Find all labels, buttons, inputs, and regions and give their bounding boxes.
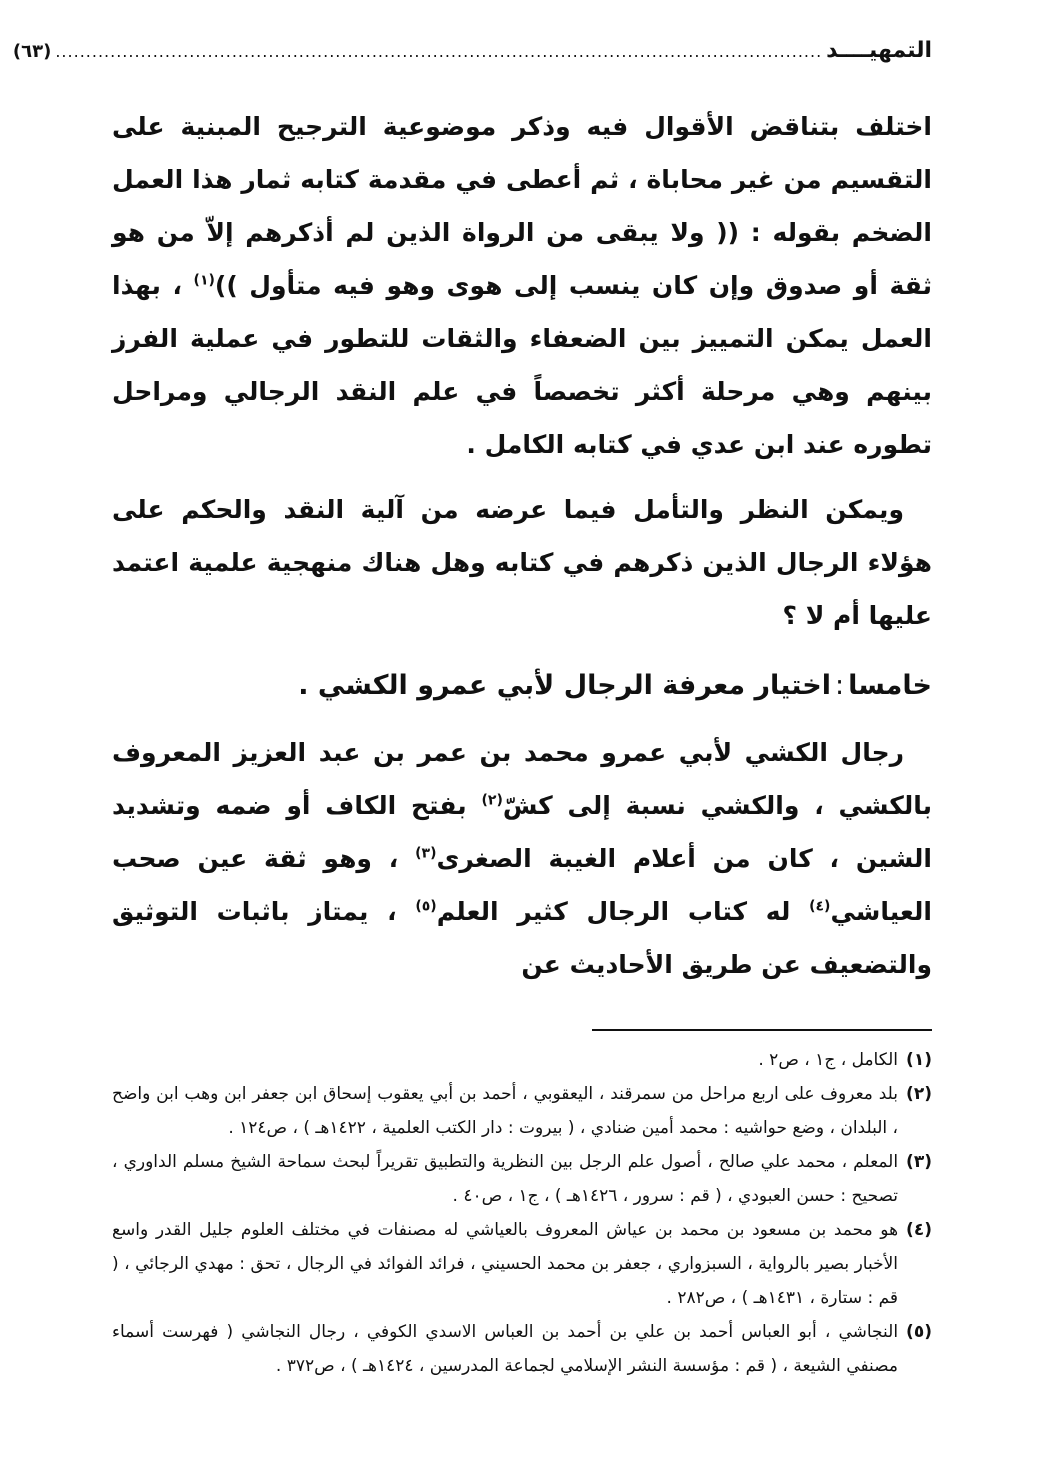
section-heading-text: اختيار معرفة الرجال لأبي عمرو الكشي .	[298, 670, 831, 701]
running-title: التمهيــــد	[826, 38, 932, 63]
footnote-number: (٣)	[906, 1152, 932, 1172]
footnote-5	[112, 1315, 932, 1383]
footnote-text: بلد معروف على اربع مراحل من سمرقند ، اليعقوبي ، أحمد بن أبي يعقوب إسحاق ابن جعفر ابن وهب ابن واضح ، البلدان ، وضع حواشيه : محمد أمين ضنادي ، ( بيروت : دار الكتب العلمية ، ١٤٢٢هـ ) ، ص١٢٤ .	[112, 1084, 899, 1138]
running-header	[12, 38, 932, 78]
body-text	[112, 100, 932, 991]
paragraph-3-part-1: رجال الكشي لأبي عمرو محمد بن عمر بن عبد العزيز المعروف بالكشي ، والكشي نسبة إلى كشّ	[112, 738, 932, 820]
footnote-separator	[592, 1029, 932, 1031]
footnotes-list	[112, 1043, 932, 1383]
footnote-text: النجاشي ، أبو العباس أحمد بن علي بن أحمد بن العباس الاسدي الكوفي ، رجال النجاشي ( فهرست أسماء مصنفي الشيعة ، ( قم : مؤسسة النشر الإسلامي لجماعة المدرسين ، ١٤٢٤هـ ) ، ص٣٧٢ .	[112, 1322, 899, 1376]
paragraph-2: ويمكن النظر والتأمل فيما عرضه من آلية النقد والحكم على هؤلاء الرجال الذين ذكرهم في كتابه وهل هناك منهجية علمية اعتمد عليها أم لا ؟	[112, 495, 932, 630]
paragraph-1-continuation: ، بهذا العمل يمكن التمييز بين الضعفاء والثقات للتطور في عملية الفرز بينهم وهي مرحلة أكثر تخصصاً في علم النقد الرجالي ومراحل تطوره عند ابن عدي في كتابه الكامل .	[112, 271, 932, 459]
footnote-ref-2[interactable]: (٢)	[481, 792, 503, 809]
paragraph-1	[112, 100, 932, 471]
section-heading	[112, 664, 932, 708]
footnote-ref-1[interactable]: (١)	[193, 272, 215, 289]
footnote-text: المعلم ، محمد علي صالح ، أصول علم الرجل بين النظرية والتطبيق تقريراً لبحث سماحة الشيخ مسلم الداوري ، تصحيح : حسن العبودي ، ( قم : سرور ، ١٤٢٦هـ ) ، ج١ ، ص٤٠ .	[112, 1152, 899, 1206]
footnote-number: (٤)	[906, 1220, 932, 1240]
paragraph-3	[112, 726, 932, 991]
footnote-1	[112, 1043, 932, 1077]
footnote-ref-5[interactable]: (٥)	[415, 898, 437, 915]
footnote-number: (٥)	[906, 1322, 932, 1342]
paragraph-3-part-3: ، وهو ثقة عين صحب العياشي	[112, 844, 932, 926]
paragraph-3-part-4: له كتاب الرجال كثير العلم	[436, 897, 791, 926]
section-heading-separator: :	[834, 670, 845, 701]
footnote-text: هو محمد بن مسعود بن محمد بن عياش المعروف بالعياشي له مصنفات في مختلف العلوم جليل القدر واسع الأخبار بصير بالرواية ، السبزواري ، جعفر بن محمد الحسيني ، فرائد الفوائد في الرجال ، تحق : مهدي الرجائي ، ( قم : ستارة ، ١٤٣١هـ ) ، ص٢٨٢ .	[112, 1220, 899, 1308]
book-page	[12, 38, 932, 1450]
header-leader-dots: ..............................................................................................................................	[55, 42, 823, 61]
paragraph-3-part-5: ، يمتاز باثبات التوثيق والتضعيف عن طريق الأحاديث عن	[112, 897, 932, 979]
paragraph-1-text: اختلف بتناقض الأقوال فيه وذكر موضوعية الترجيح المبنية على التقسيم من غير محاباة ، ثم أعطى في مقدمة كتابه ثمار هذا العمل الضخم بقوله : (( ولا يبقى من الرواة الذين لم أذكرهم إلاّ من هو ثقة أو صدوق وإن كان ينسب إلى هوى وهو فيه متأول ))	[112, 112, 932, 300]
footnote-ref-4[interactable]: (٤)	[809, 898, 831, 915]
footnote-4	[112, 1213, 932, 1315]
footnote-2	[112, 1077, 932, 1145]
footnote-number: (٢)	[906, 1084, 932, 1104]
footnote-text: الكامل ، ج١ ، ص٢ .	[758, 1050, 899, 1070]
footnote-number: (١)	[906, 1050, 932, 1070]
page-number: (٦٣)	[12, 41, 52, 62]
paragraph-3-part-2: بفتح الكاف أو ضمه وتشديد الشين ، كان من أعلام الغيبة الصغرى	[112, 791, 932, 873]
footnote-ref-3[interactable]: (٣)	[415, 845, 437, 862]
section-heading-label: خامسا	[848, 670, 932, 701]
footnote-3	[112, 1145, 932, 1213]
